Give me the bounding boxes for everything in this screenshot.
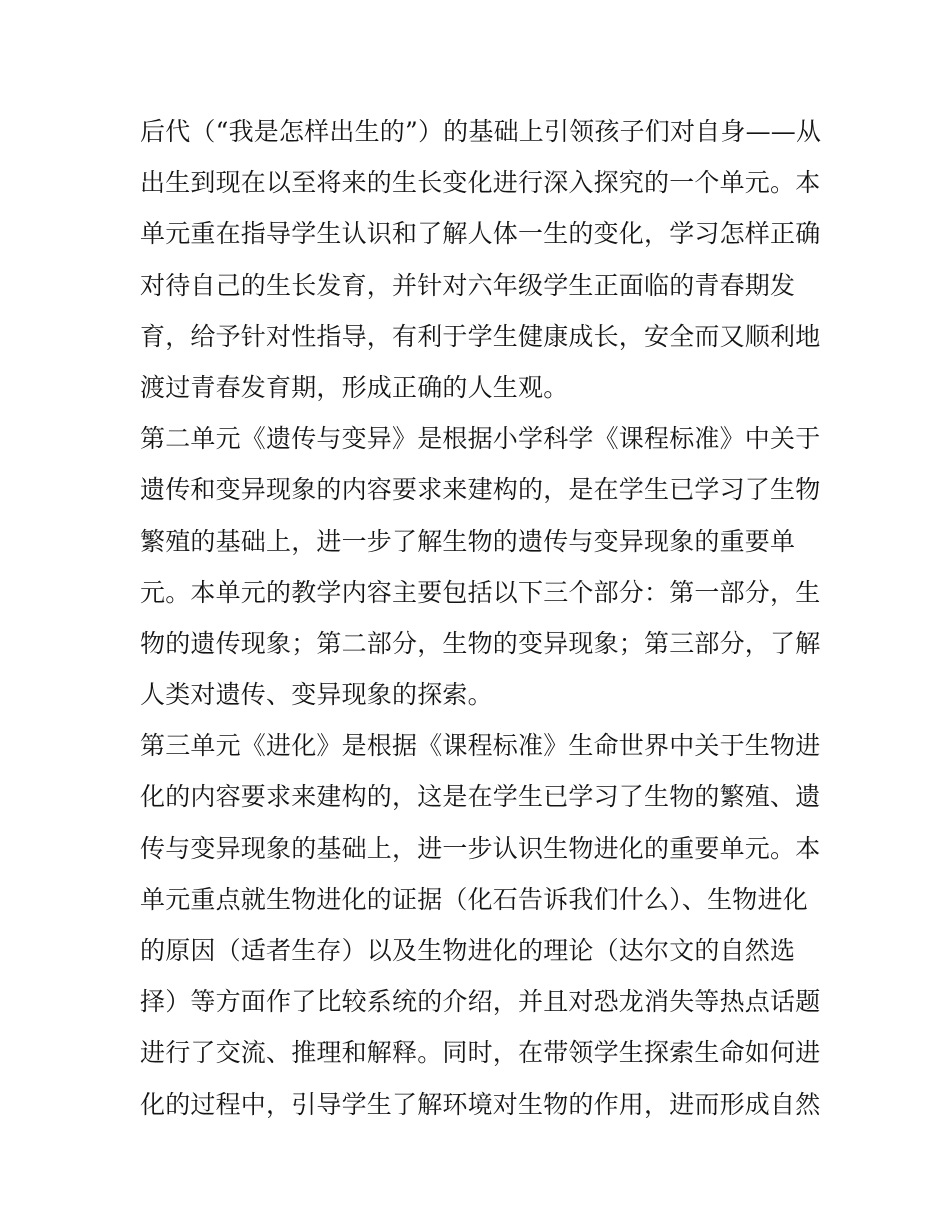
text-line-17: 的原因（适者生存）以及生物进化的理论（达尔文的自然选 [140,936,796,965]
text-line-2: 出生到现在以至将来的生长变化进行深入探究的一个单元。本 [140,168,821,198]
text-line-6: 渡过青春发育期，形成正确的人生观。 [140,372,569,402]
text-line-18: 择）等方面作了比较系统的介绍，并且对恐龙消失等热点话题 [140,987,821,1017]
text-line-15: 传与变异现象的基础上，进一步认识生物进化的重要单元。本 [140,833,821,863]
document-body [140,106,830,1130]
text-line-1: 后代（“我是怎样出生的”）的基础上引领孩子们对自身——从 [140,117,822,146]
text-line-9: 繁殖的基础上，进一步了解生物的遗传与变异现象的重要单 [140,526,796,556]
text-line-12: 人类对遗传、变异现象的探索。 [140,680,493,710]
text-line-11: 物的遗传现象；第二部分，生物的变异现象；第三部分，了解 [140,628,821,658]
text-line-14: 化的内容要求来建构的，这是在学生已学习了生物的繁殖、遗 [140,782,821,812]
text-line-3: 单元重在指导学生认识和了解人体一生的变化，学习怎样正确 [140,219,821,249]
text-line-13: 第三单元《进化》是根据《课程标准》生命世界中关于生物进 [140,731,821,761]
text-line-7: 第二单元《遗传与变异》是根据小学科学《课程标准》中关于 [140,424,821,454]
text-line-19: 进行了交流、推理和解释。同时，在带领学生探索生命如何进 [140,1038,821,1068]
text-line-20: 化的过程中，引导学生了解环境对生物的作用，进而形成自然 [140,1089,821,1119]
text-line-4: 对待自己的生长发育，并针对六年级学生正面临的青春期发 [140,270,796,300]
text-line-8: 遗传和变异现象的内容要求来建构的，是在学生已学习了生物 [140,475,821,505]
text-line-16: 单元重点就生物进化的证据（化石告诉我们什么）、生物进化 [140,884,808,914]
text-line-10: 元。本单元的教学内容主要包括以下三个部分：第一部分，生 [140,577,821,607]
text-line-5: 育，给予针对性指导，有利于学生健康成长，安全而又顺利地 [140,321,821,351]
